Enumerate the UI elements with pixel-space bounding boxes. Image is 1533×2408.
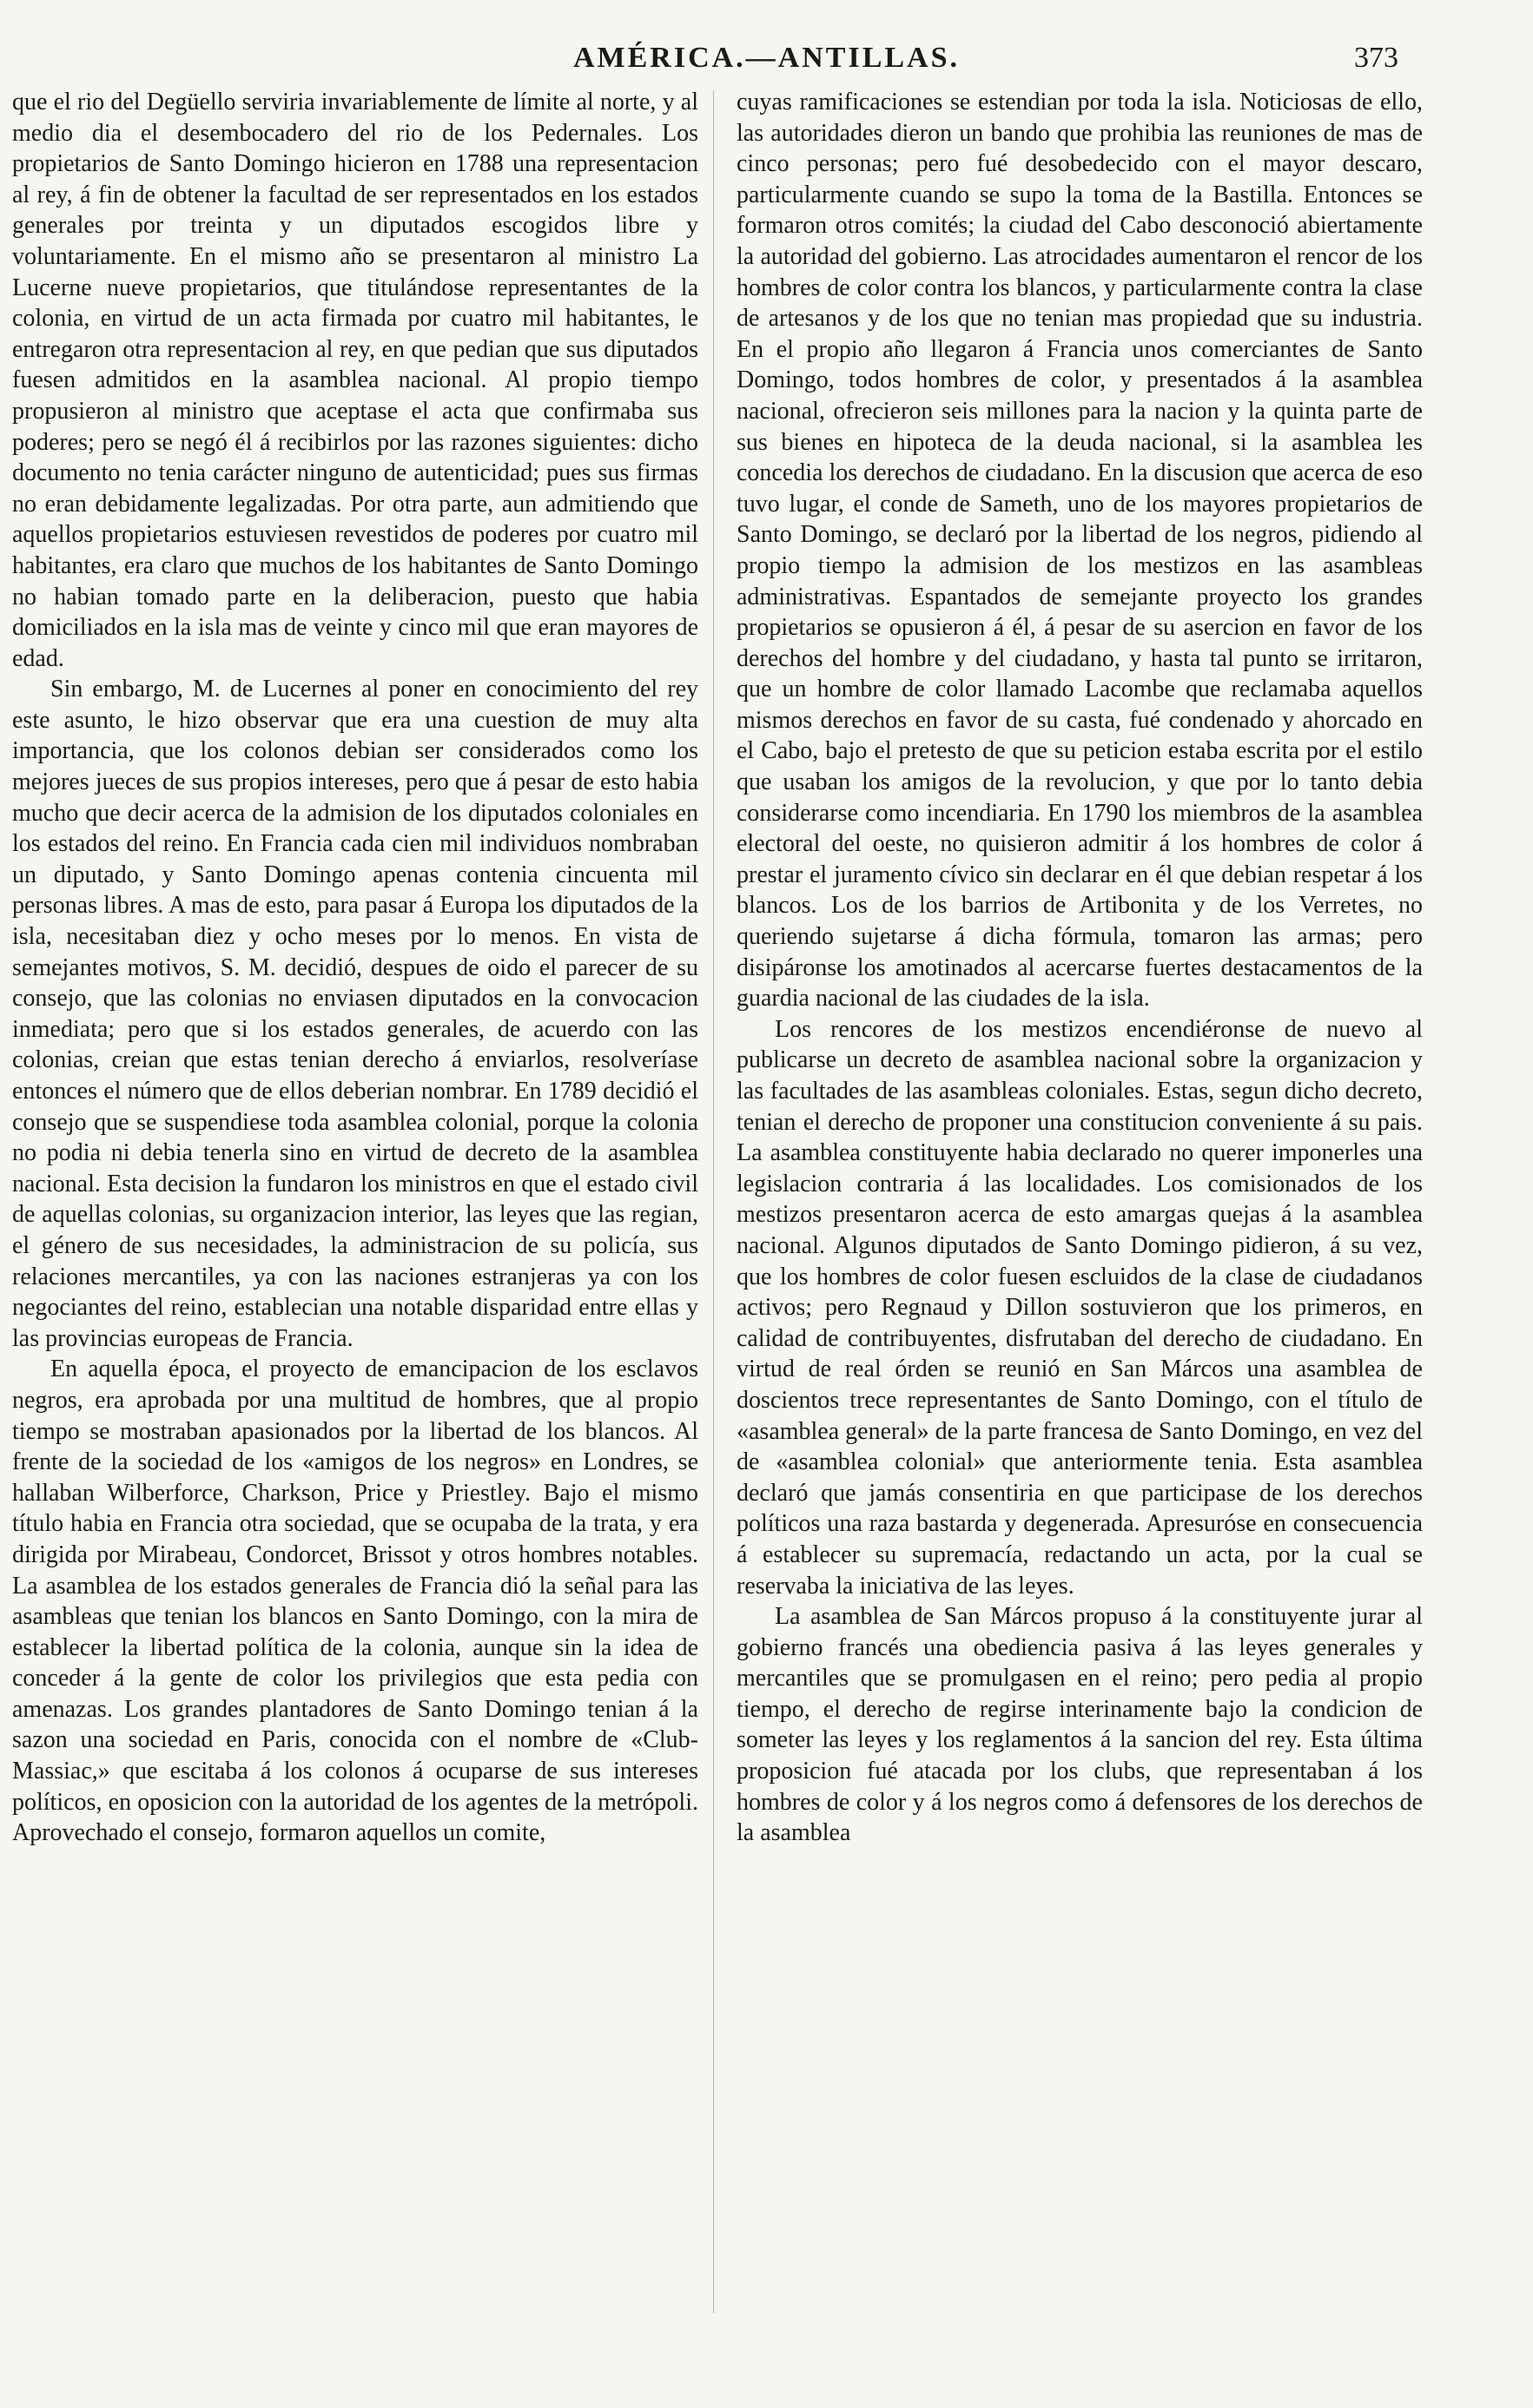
paragraph: cuyas ramificaciones se estendian por toda la isla. Noticiosas de ello, las autoridades dieron un bando que prohibia las reuniones de mas de cinco personas; pero fué desobedecido con el mayor descaro, particularmente cuando se supo la toma de la Bastilla. Entonces se formaron otros comités; la ciudad del Cabo desconoció abiertamente la autoridad del gobierno. Las atrocidades aumentaron el rencor de los hombres de color contra los blancos, y particularmente contra la clase de artesanos y de los que no tenian mas propiedad que su industria. En el propio año llegaron á Francia unos comerciantes de Santo Domingo, todos hombres de color, y presentados á la asamblea nacional, ofrecieron seis millones para la nacion y la quinta parte de sus bienes en hipoteca de la deuda nacional, si la asamblea les concedia los derechos de ciudadano. En la discusion que acerca de eso tuvo lugar, el conde de Sameth, uno de los mayores propietarios de Santo Domingo, se declaró por la libertad de los negros, pidiendo al propio tiempo la admision de los mestizos en las asambleas administrativas. Espantados de semejante proyecto los grandes propietarios se opusieron á él, á pesar de su asercion en favor de los derechos del hombre y del ciudadano, y hasta tal punto se irritaron, que un hombre de color llamado Lacombe que reclamaba aquellos mismos derechos en favor de su casta, fué condenado y ahorcado en el Cabo, bajo el pretesto de que su peticion estaba escrita por el estilo que usaban los amigos de la revolucion, y que por lo tanto debia considerarse como incendiaria. En 1790 los miembros de la asamblea electoral del oeste, no quisieron admitir á los hombres de color á prestar el juramento cívico sin declarar en él que debian respetar á los blancos. Los de los barrios de Artibonita y de los Verretes, no queriendo sujetarse á dicha fórmula, tomaron las armas; pero disipáronse los amotinados al acercarse fuertes destacamentos de la guardia nacional de las ciudades de la isla. xyxy=(737,89,1423,1013)
running-head: AMÉRICA.—ANTILLAS. xyxy=(572,42,961,74)
left-column xyxy=(12,87,698,2327)
paragraph: La asamblea de San Márcos propuso á la constituyente jurar al gobierno francés una obediencia pasiva á las leyes generales y mercantiles que se promulgasen en el reino; pero pedia al propio tiempo, el derecho de regirse interinamente bajo la condicion de someter las leyes y los reglamentos á la sancion del rey. Esta última proposicion fué atacada por los clubs, que representaban á los hombres de color y á los negros como á defensores de los derechos de la asamblea xyxy=(737,1603,1423,1847)
page-number: 373 xyxy=(1354,42,1398,74)
paragraph: Sin embargo, M. de Lucernes al poner en conocimiento del rey este asunto, le hizo observar que era una cuestion de muy alta importancia, que los colonos debian ser considerados como los mejores jueces de sus propios intereses, pero que á pesar de esto habia mucho que decir acerca de la admision de los diputados coloniales en los estados del reino. En Francia cada cien mil individuos nombraban un diputado, y Santo Domingo apenas contenia cincuenta mil personas libres. A mas de esto, para pasar á Europa los diputados de la isla, necesitaban diez y ocho meses por lo menos. En vista de semejantes motivos, S. M. decidió, despues de oido el parecer de su consejo, que las colonias no enviasen diputados en la convocacion inmediata; pero que si los estados generales, de acuerdo con las colonias, creian que estas tenian derecho á enviarlos, resolveríase entonces el número que de ellos deberian nombrar. En 1789 decidió el consejo que se suspendiese toda asamblea colonial, porque la colonia no podia ni debia tenerla sino en virtud de decreto de la asamblea nacional. Esta decision la fundaron los ministros en que el estado civil de aquellas colonias, su organizacion interior, las leyes que las regian, el género de sus necesidades, la administracion de su policía, sus relaciones mercantiles, ya con las naciones estranjeras ya con los negociantes del reino, establecian una notable disparidad entre ellas y las provincias europeas de Francia. xyxy=(12,676,698,1352)
right-column xyxy=(737,87,1423,2327)
paragraph: En aquella época, el proyecto de emancipacion de los esclavos negros, era aprobada por una multitud de hombres, que al propio tiempo se mostraban apasionados por la libertad de los blancos. Al frente de la sociedad de los «amigos de los negros» en Londres, se hallaban Wilberforce, Charkson, Price y Priestley. Bajo el mismo título habia en Francia otra sociedad, que se ocupaba de la trata, y era dirigida por Mirabeau, Condorcet, Brissot y otros hombres notables. La asamblea de los estados generales de Francia dió la señal para las asambleas que tenian los blancos en Santo Domingo, con la mira de establecer la libertad política de la colonia, aunque sin la idea de conceder á la gente de color los privilegios que esta pedia con amenazas. Los grandes plantadores de Santo Domingo tenian á la sazon una sociedad en Paris, conocida con el nombre de «Club-Massiac,» que escitaba á los colonos á ocuparse de sus intereses políticos, en oposicion con la autoridad de los agentes de la metrópoli. Aprovechado el consejo, formaron aquellos un comite, xyxy=(12,1356,698,1847)
paragraph: que el rio del Degüello serviria invariablemente de límite al norte, y al medio dia el desembocadero del rio de los Pedernales. Los propietarios de Santo Domingo hicieron en 1788 una representacion al rey, á fin de obtener la facultad de ser representados en los estados generales por treinta y un diputados escogidos libre y voluntariamente. En el mismo año se presentaron al ministro La Lucerne nueve propietarios, que titulándose representantes de la colonia, en virtud de un acta firmada por cuatro mil habitantes, le entregaron otra representacion al rey, en que pedian que sus diputados fuesen admitidos en la asamblea nacional. Al propio tiempo propusieron al ministro que aceptase el acta que confirmaba sus poderes; pero se negó él á recibirlos por las razones siguientes: dicho documento no tenia carácter ninguno de autenticidad; pues sus firmas no eran debidamente legalizadas. Por otra parte, aun admitiendo que aquellos propietarios estuviesen revestidos de poderes por cuatro mil habitantes, era claro que muchos de los habitantes de Santo Domingo no habian tomado parte en la deliberacion, puesto que habia domiciliados en la isla mas de veinte y cinco mil que eran mayores de edad. xyxy=(12,89,698,672)
column-divider xyxy=(713,90,714,2313)
paragraph: Los rencores de los mestizos encendiéronse de nuevo al publicarse un decreto de asamblea nacional sobre la organizacion y las facultades de las asambleas coloniales. Estas, segun dicho decreto, tenian el derecho de proponer una constitucion conveniente á su pais. La asamblea constituyente habia declarado no querer imponerles una legislacion contraria á las localidades. Los comisionados de los mestizos presentaron acerca de esto amargas quejas á la asamblea nacional. Algunos diputados de Santo Domingo pidieron, á su vez, que los hombres de color fuesen escluidos de la clase de ciudadanos activos; pero Regnaud y Dillon sostuvieron que los primeros, en calidad de contribuyentes, disfrutaban del derecho de ciudadano. En virtud de real órden se reunió en San Márcos una asamblea de doscientos trece representantes de Santo Domingo, con el título de «asamblea general» de la parte francesa de Santo Domingo, en vez del de «asamblea colonial» que anteriormente tenia. Esta asamblea declaró que jamás consentiria en que participase de los derechos políticos una raza bastarda y degenerada. Apresuróse en consecuencia á establecer su supremacía, redactando un acta, por la cual se reservaba la iniciativa de las leyes. xyxy=(737,1015,1423,1600)
